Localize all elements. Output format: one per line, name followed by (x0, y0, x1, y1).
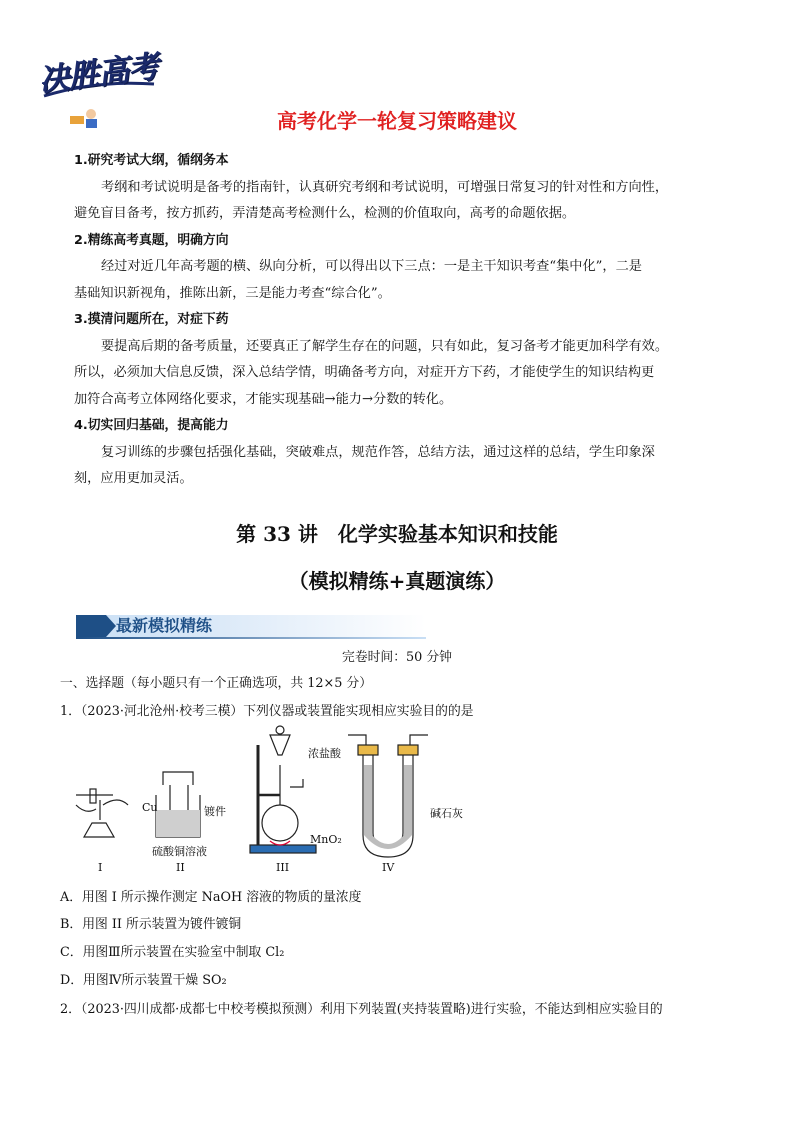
page-title: 高考化学一轮复习策略建议 (277, 109, 517, 133)
logo-text: 决胜高考 (36, 48, 161, 100)
strategy-line: 避免盲目备考，按方抓药，弄清楚高考检测什么，检测的价值取向，高考的命题依据。 (74, 206, 576, 221)
time-note: 完卷时间：50 分钟 (342, 650, 452, 665)
label-solution: 硫酸铜溶液 (152, 845, 207, 858)
label-soda-lime: 碱石灰 (430, 807, 463, 820)
label-fig-ii: II (176, 861, 185, 874)
strategy-line: 经过对近几年高考题的横、纵向分析，可以得出以下三点：一是主干知识考查“集中化”，二是 (101, 259, 642, 274)
section-heading: 一、选择题（每小题只有一个正确选项，共 12×5 分） (60, 676, 373, 691)
question-1-stem: 1．（2023·河北沧州·校考三模）下列仪器或装置能实现相应实验目的的是 (60, 704, 474, 719)
strategy-heading-3: 3.摸清问题所在，对症下药 (74, 312, 229, 327)
label-acid: 浓盐酸 (308, 747, 341, 760)
label-fig-iii: III (276, 861, 290, 874)
strategy-line: 加符合高考立体网络化要求，才能实现基础→能力→分数的转化。 (74, 391, 453, 407)
label-cu: Cu (142, 801, 158, 814)
lecture-title: 第 33 讲 化学实验基本知识和技能 (236, 522, 558, 546)
strategy-line: 复习训练的步骤包括强化基础，突破难点，规范作答，总结方法，通过这样的总结，学生印象深 (101, 444, 655, 460)
strategy-heading-1: 1.研究考试大纲，循纲务本 (74, 153, 229, 168)
option-b: B．用图 II 所示装置为镀件镀铜 (60, 917, 242, 932)
lecture-subtitle: （模拟精练+真题演练） (288, 569, 506, 593)
label-part: 镀件 (204, 805, 226, 818)
strategy-heading-2: 2.精练高考真题，明确方向 (74, 232, 229, 248)
strategy-line: 考纲和考试说明是备考的指南针，认真研究考纲和考试说明，可增强日常复习的针对性和方向性， (101, 179, 669, 195)
strategy-line: 刻，应用更加灵活。 (74, 471, 193, 486)
question-2-stem: 2．（2023·四川成都·成都七中校考模拟预测）利用下列装置(夹持装置略)进行实验，不能达到相应实验目的 (60, 1002, 663, 1017)
label-fig-i: I (98, 861, 103, 874)
section-banner (76, 615, 426, 637)
label-mno2: MnO₂ (310, 833, 342, 846)
strategy-section (74, 148, 730, 493)
banner-label: 最新模拟精练 (116, 616, 213, 635)
apparatus-figure (68, 725, 468, 875)
option-a: A．用图 I 所示操作测定 NaOH 溶液的物质的量浓度 (60, 890, 362, 905)
strategy-line: 基础知识新视角，推陈出新，三是能力考查“综合化”。 (74, 285, 391, 301)
label-fig-iv: IV (382, 861, 395, 874)
option-c: C．用图Ⅲ所示装置在实验室中制取 Cl₂ (60, 945, 285, 960)
option-d: D．用图Ⅳ所示装置干燥 SO₂ (60, 973, 227, 988)
strategy-line: 要提高后期的备考质量，还要真正了解学生存在的问题，只有如此，复习备考才能更加科学有效。 (101, 338, 669, 354)
apparatus-drawing (68, 725, 468, 875)
strategy-heading-4: 4.切实回归基础，提高能力 (74, 418, 229, 433)
strategy-line: 所以，必须加大信息反馈，深入总结学情，明确备考方向，对症开方下药，才能使学生的知识结构更 (74, 365, 655, 380)
